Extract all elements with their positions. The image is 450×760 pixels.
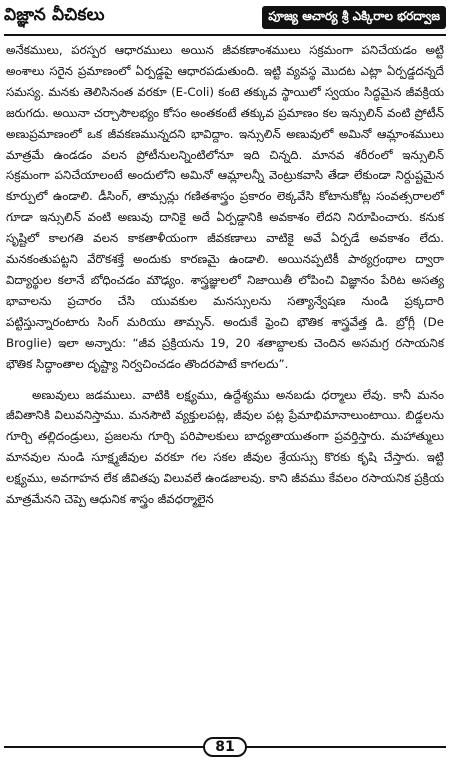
paragraph-1: అనేకములు, పరస్పర ఆధారములు అయిన జీవకణాంశములు సక్రమంగా పనిచేయడం అట్టి అంశాలు సరైన ప్రమాణంలో ఏర్పడ్డపై ఆధారపడుతుంది. ఇట్టి వ్యవస్థ మొదట ఎట్లా ఏర్పడ్డదన్నదే సమస్య. మనకు తెలిసినంత వరకూ (E-Coli) కంటె తక్కువ స్థాయిలో స్వయం సిద్ధమైన జీవక్రియ జరుగదు. అయినా చర్చాసౌలభ్యం కోసం అంతకంటే తక్కువ ప్రమాణం కల ఇన్సులిన్ వంటి ప్రోటీన్ అణుప్రమాణంలో ఒక జీవకణమున్నదని భావిద్దాం. ఇన్సులిన్ అణువులో అమినో ఆమ్లాంశములు మాత్రమే ఉండడం వలన ప్రోటీనులన్నింటిలోనూ ఇది చిన్నది. మానవ శరీరంలో ఇన్సులిన్ సక్రమంగా పనిచేయాలంటే అందులోని అమినో ఆమ్లాలన్నీ వెంట్రుకవాసి తేడా లేకుండా నిర్దుష్టమైన కూర్పులో ఉండాలి. డీసింగ్, తామ్సన్లు గణితశాస్త్రం ప్రకారం లెక్కవేసి కోటానుకోట్ల సంవత్సరాలలో గూడా ఇన్సులిన్ వంటి అణువు దానికై అదే ఏర్పడ్డానికి అవకాశం లేదని నిరూపించారు. కనుక సృష్టిలో కాలగతి వలన కాకతాళీయంగా జీవకణాలు వాటికై అవే ఏర్పడే అవకాశం లేదు. మనకంతుపట్టని వేరొకశక్తే అందుకు కారణమై ఉండాలి. అయినప్పటికీ పాఠ్యగ్రంథాల ద్వారా విద్యార్థుల కలానే బోధించడం మౌఢ్యం. శాస్త్రజ్ఞులలో నిజాయితీ లోపించి విజ్ఞానం పేరిట అసత్య భావాలను ప్రచారం చేసి యువకుల మనస్సులను సత్యాన్వేషణ నుండి ప్రక్కదారి పట్టిస్తున్నారంటారు సింగ్ మరియు తామ్సన్. అందుకే ఫ్రెంచి భౌతిక శాస్త్రవేత్త డి. బ్రోగ్లీ (De Broglie) ఇలా అన్నారు: “జీవ ప్రక్రియను 19, 20 శతాబ్దాలకు చెందిన అసమగ్ర రసాయనిక భౌతిక సిద్ధాంతాల దృష్ట్యా నిర్వచించడం తొందరపాటే కాగలదు”. xyxy=(6,43,444,371)
author-credit: పూజ్య ఆచార్య శ్రీ ఎక్కిరాల భరద్వాజ xyxy=(262,6,446,29)
header-rule xyxy=(4,34,446,36)
running-header xyxy=(4,2,446,32)
book-title: విజ్ఞాన వీచికలు xyxy=(4,5,105,25)
page-number: 81 xyxy=(203,737,246,757)
page-footer xyxy=(4,736,446,758)
paragraph-2: అణువులు జడములు. వాటికి లక్ష్యము, ఉద్దేశ్యము అనబడు ధర్మాలు లేవు. కానీ మనం జీవితానికి విలువనిస్తాము. మనసౌటి వ్యక్తులపట్ల, జీవుల పట్ల ప్రేమాభిమానాలుంటాయి. బిడ్డలను గూర్చి తల్లిదండ్రులు, ప్రజలను గూర్చి పరిపాలకులు బాధ్యతాయుతంగా ప్రవర్తిస్తారు. మహాత్ములు మానవుల నుండి సూక్ష్మజీవుల వరకూ గల సకల జీవుల శ్రేయస్సు కొరకు కృషి చేస్తారు. ఇట్టి లక్ష్యము, అవగాహన లేక జీవితపు విలువలే ఉండజాలవు. కాని జీవము కేవలం రసాయనిక ప్రక్రియ మాత్రమేనని చెప్పె ఆధునిక శాస్త్రం జీవధర్మాలైన xyxy=(6,387,444,507)
page-body xyxy=(6,40,444,734)
